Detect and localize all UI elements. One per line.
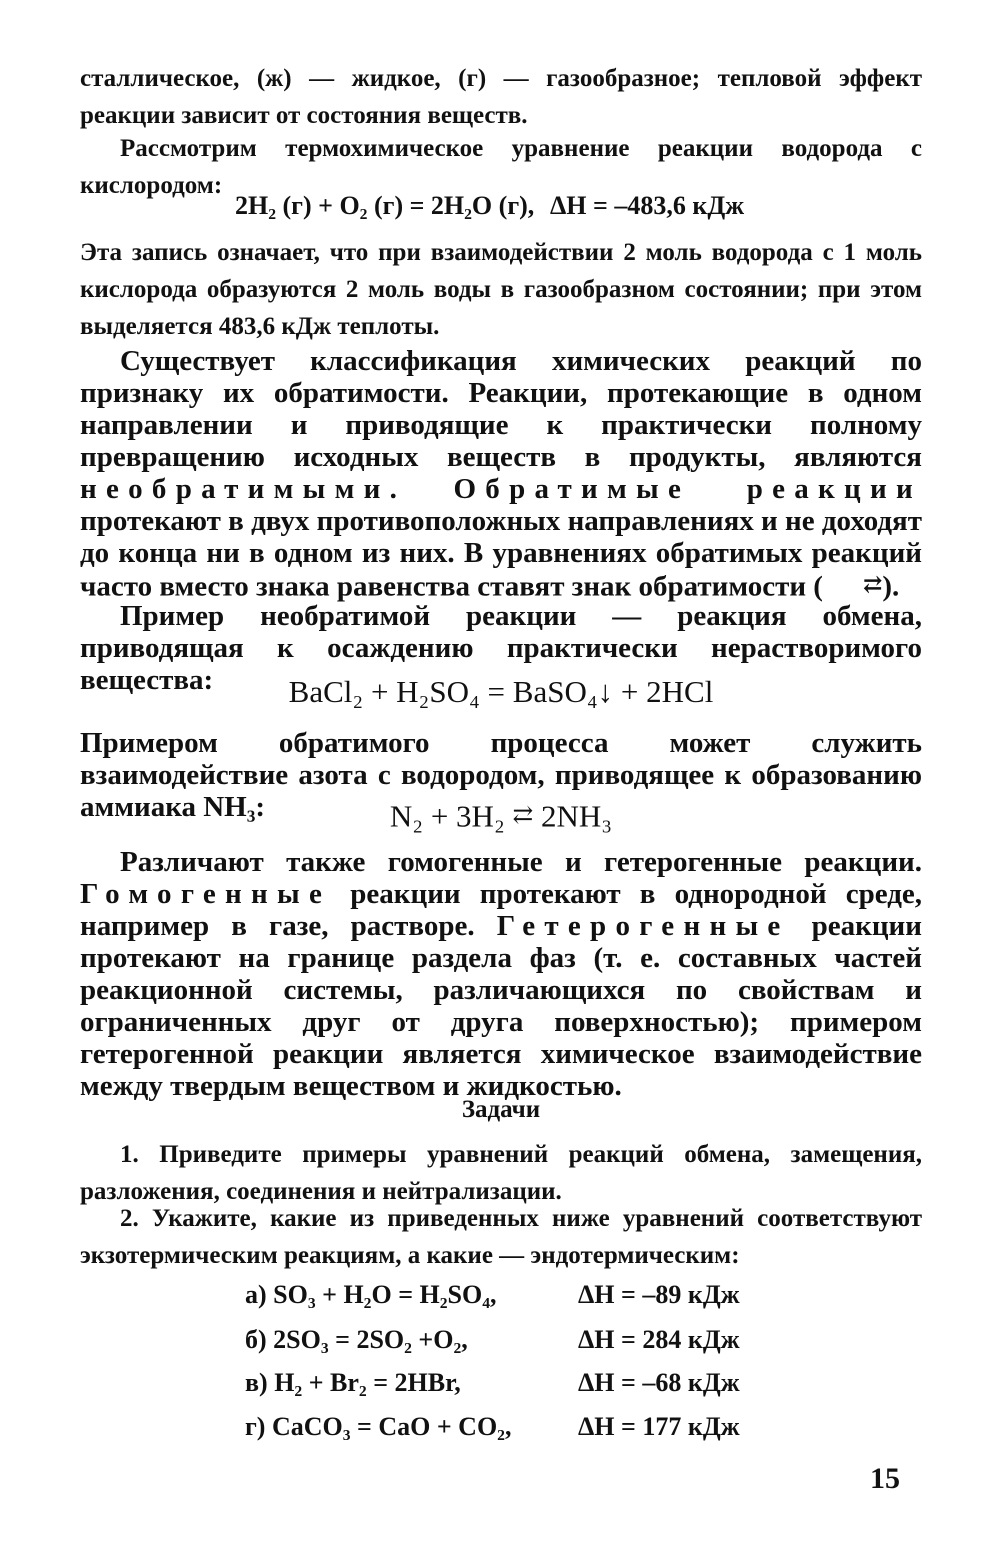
equation-enthalpy: ΔH = –89 кДж — [578, 1280, 740, 1309]
equation-lhs: в) H₂ + Br₂ = 2HBr, — [245, 1368, 461, 1397]
paragraph-reversibility — [80, 345, 922, 602]
task-equation-b — [245, 1325, 805, 1361]
paragraph-homogeneous-heterogeneous — [80, 846, 922, 1102]
paragraph-thermochemical-intro: Рассмотрим термохимическое уравнение реакции водорода с кислородом: — [80, 135, 922, 199]
term-irreversible: необратимыми. — [80, 473, 407, 505]
task-2: 2. Укажите, какие из приведенных ниже уравнений соответствуют экзотермическим реакциям, а какие — эндотермическим: — [80, 1205, 922, 1269]
equation-enthalpy: ΔH = –483,6 кДж — [550, 191, 745, 220]
equation-lhs: г) CaCO₃ = CaO + CO₂, — [245, 1412, 512, 1441]
text: реакции протекают на границе раздела фаз (т. е. составных частей реакционной системы, различающихся по свойствам и ограниченных друг от друга поверхностью); примером гетерогенной реакции является химическое взаимодействие между твердым веществом и жидкостью. — [80, 910, 922, 1102]
text — [406, 473, 453, 505]
equation-lhs: а) SO₃ + H₂O = H₂SO₄, — [245, 1280, 497, 1309]
paragraph-continuation: сталлическое, (ж) — жидкое, (г) — газообразное; тепловой эффект реакции зависит от состояния веществ. — [80, 65, 922, 129]
equation-lhs: N₂ + 3H₂ — [389, 798, 505, 834]
equation-enthalpy: ΔH = 177 кДж — [578, 1412, 740, 1441]
term-reversible: Обратимые реакции — [453, 473, 922, 505]
text: протекают в двух противоположных направлениях и не доходят до конца ни в одном из них. В уравнениях обратимых реакций часто вместо знака равенства ставят знак обратимости ( — [80, 505, 922, 603]
page-number: 15 — [870, 1462, 900, 1495]
equation-lhs: б) 2SO₃ = 2SO₂ +O₂, — [245, 1325, 468, 1354]
task-equation-c — [245, 1368, 805, 1404]
text: Различают также гомогенные и гетерогенные реакции. — [120, 846, 922, 878]
paragraph-irreversible-example: Пример необратимой реакции — реакция обмена, приводящая к осаждению практически нерастворимого вещества: — [80, 600, 922, 696]
task-equation-d — [245, 1412, 805, 1448]
reversibility-arrow-icon: ⇄ — [512, 802, 534, 829]
task-equation-a — [245, 1280, 805, 1316]
equation-rhs: 2NH₃ — [541, 798, 613, 834]
reversibility-arrow-icon: ⇄ — [862, 572, 883, 598]
equation-barium-chloride: BaCl₂ + H₂SO₄ = BaSO₄↓ + 2HCl — [288, 674, 714, 709]
text: ). — [882, 570, 900, 603]
paragraph-equation-meaning: Эта запись означает, что при взаимодействии 2 моль водорода с 1 моль кислорода образуются 2 моль воды в газообразном состоянии; при этом выделяется 483,6 кДж теплоты. — [80, 239, 922, 340]
equation-ammonia — [80, 798, 922, 835]
equation-enthalpy: ΔH = –68 кДж — [578, 1368, 740, 1397]
term-homogeneous: Гомогенные — [80, 878, 332, 910]
equation-enthalpy: ΔH = 284 кДж — [578, 1325, 740, 1354]
equation-hydrogen-oxygen — [235, 191, 795, 227]
paragraph-reversible-example: Примером обратимого процесса может служить взаимодействие азота с водородом, приводящее к образованию аммиака NH₃: — [80, 727, 922, 823]
term-heterogeneous: Гетерогенные — [496, 910, 790, 942]
text: Существует классификация химических реакций по признаку их обратимости. Реакции, протекающие в одном направлении и приводящие к практически полному превращению исходных веществ в продукты, являются — [80, 345, 922, 473]
equation-lhs: 2H₂ (г) + O₂ (г) = 2H₂O (г), — [235, 191, 535, 220]
section-heading-tasks: Задачи — [461, 1096, 541, 1123]
task-1: 1. Приведите примеры уравнений реакций обмена, замещения, разложения, соединения и нейтрализации. — [80, 1141, 922, 1205]
text: реакции протекают в однородной среде, например в газе, растворе. — [80, 878, 922, 942]
